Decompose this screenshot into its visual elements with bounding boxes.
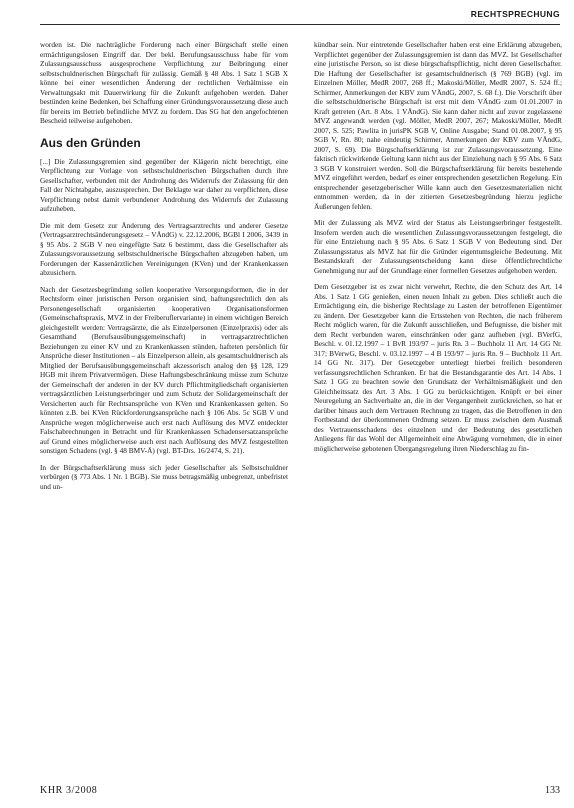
intro-paragraph: worden ist. Die nachträgliche Forderung nach einer Bürgschaft stelle einen ermächtigungslosen Eingriff dar. Der bekl. Berufungsausschuss habe für vom Zulassungsausschuss ausgesprochene Verpflichtung zur Beibringung einer selbstschuldnerischen Bürgschaft für zulässig. Gemäß § 48 Abs. 1 Satz 1 SGB X könne bei einer wesentlichen Änderung der rechtlichen Verhältnisse ein Verwaltungsakt mit Dauerwirkung für die Zukunft aufgehoben werden. Daher bestünden keine Bedenken, bei Schaffung einer Gründungsvoraussetzung diese auch für bereits im Betrieb befindliche MVZ zu fordern. Das SG hat den angefochtenen Bescheid teilweise aufgehoben. bbox=[40, 40, 288, 125]
left-column bbox=[40, 40, 288, 774]
body-paragraph: Mit der Zulassung als MVZ wird der Status als Leistungserbringer festgestellt. Insofern werden auch die wesentlichen Zulassungsvoraussetzungen festgelegt, die für eine Entziehung nach § 95 Abs. 6 Satz 1 SGB V von Bedeutung sind. Der Zulassungsstatus als MVZ hat für die Gründer eigentumsgleiche Bedeutung. Mit Bestandskraft der Zulassungsentscheidung kann diese öffentlichrechtliche Genehmigung nur auf der Grundlage einer formellen Gesetzes aufgehoben werden. bbox=[314, 218, 562, 275]
body-paragraph: In der Bürgschaftserklärung muss sich jeder Gesellschafter als Selbstschuldner verbürgen (§ 773 Abs. 1 Nr. 1 BGB). Sie muss betragsmäßig unbegrenzt, unbefristet und un- bbox=[40, 462, 288, 491]
body-paragraph: Nach der Gesetzesbegründung sollen kooperative Versorgungsformen, die in der Rechtsform einer juristischen Person organisiert sind, haftungsrechtlich den als Personengesellschaft organisierten kooperativen Organisationsformen (Gemeinschaftspraxis, MVZ in der Freiberuflervariante) in einem wichtigen Bereich gleichgestellt werden: Vertragsärzte, die als Einzelpersonen (Einzelpraxis) oder als Gesamthand (Berufsausübungsgemeinschaft) in vertragsarztrechtlichen Beziehungen zu einer KV und zu Krankenkassen stünden, hafteten persönlich für Ansprüche dieser Institutionen – als Einzelperson allein, als gesamtschuldnerisch als Mitglied der Berufsausübungsgemeinschaft akzessorisch analog den §§ 128, 129 HGB mit ihrem Privatvermögen. Diese Haftungsbeschränkung müsse zum Schutze der Gemeinschaft der anderen in der KV durch Pflichtmitgliedschaft organisierten vertragsärztlichen Leistungserbringer und zum Schutz der Solidargemeinschaft der Versicherten auch für Rechtsansprüche von KVen und Krankenkassen gelten. So könnten z.B. bei KVen Rückforderungsansprüche nach § 106 Abs. 5c SGB V und Ansprüche wegen möglicherweise auch erst nach Auflösung des MVZ entdeckter Falschabrechnungen in Betracht und für Krankenkassen Schadensersatzansprüche auf Grund eines möglicherweise auch erst nach Auflösung des MVZ festgestellten sonstigen Schadens (vgl. § 48 BMV-Ä) (vgl. BT-Drs. 16/2474, S. 21). bbox=[40, 284, 288, 455]
body-paragraph: [...] Die Zulassungsgremien sind gegenüber der Klägerin nicht berechtigt, eine Verpflichtung zur Vorlage von selbstschuldnerischen Bürgschaften durch ihre Gesellschafter, verbunden mit der Androhung des Widerrufs der Zulassung für den Fall der Nichtabgabe, auszusprechen. Der Beklagte war daher zu verpflichten, diese Verpflichtung nebst damit verbundener Androhung des Widerrufs der Zulassung aufzuheben. bbox=[40, 156, 288, 213]
section-heading: Aus den Gründen bbox=[40, 135, 141, 150]
header-rule bbox=[40, 24, 560, 25]
body-paragraph: Dem Gesetzgeber ist es zwar nicht verwehrt, Rechte, die den Schutz des Art. 14 Abs. 1 Satz 1 GG genießen, einen neuen Inhalt zu geben. Dies schließt auch die Ermächtigung ein, die bisherige Rechtslage zu Lasten der betroffenen Eigentümer zu ändern. Der Gesetzgeber kann die Ertsstehen von Rechten, die nach früherem Recht möglich waren, für die Zukunft ausschließen, und Befugnisse, die bisher mit dem Recht verbunden waren, einschränken oder ganz aufheben (vgl. BVerfG, Beschl. v. 01.12.1997 – 1 BvR 193/97 – juris Rn. 3 – Buchholz 11 Art. 14 GG Nr. 317; BVerwG, Beschl. v. 03.12.1997 – 4 B 193/97 – juris Rn. 9 – Buchholz 11 Art. 14 GG Nr. 317). Der Gesetzgeber unterliegt hierbei freilich besonderen verfassungsrechtlichen Schranken. Er hat die Bestandsgarantie des Art. 14 Abs. 1 Satz 1 GG zu beachten sowie den Grundsatz der Verhältnismäßigkeit und den Gleichheitssatz des Art. 3 Abs. 1 GG zu berücksichtigen. Knüpft er bei einer Neuregelung an Sachverhalte an, die in der Vergangenheit zurückreichen, so hat er darüber hinaus auch dem Vertrauen Rechnung zu tragen, das die Betroffenen in den Fortbestand der überkommenen Ordnung setzen. Er muss zwischen dem Ausmaß des Vertrauensschadens des einzelnen und der Bedeutung des gesetzlichen Anliegens für das Wohl der Allgemeinheit eine Abwägung vornehmen, die in einer möglicherweise gebotenen Übergangsregelung ihren Niederschlag zu fin- bbox=[314, 282, 562, 453]
page-number: 133 bbox=[545, 785, 560, 796]
body-paragraph: Die mit dem Gesetz zur Änderung des Vertragsarztrechts und anderer Gesetze (Vertragsarztrechtsänderungsgesetz – VÄndG) v. 22.12.2006, BGBl I 2006, 3439 in § 95 Abs. 2 SGB V neu eingefügte Satz 6 bestimmt, dass die Gesellschafter als Zulassungsvoraussetzung selbstschuldnerische Bürgschaften abzugeben haben, um Forderungen der Kassenärztlichen Vereinigungen (KVen) und der Krankenkassen abzusichern. bbox=[40, 220, 288, 277]
body-paragraph: kündbar sein. Nur eintretende Gesellschafter haben erst eine Erklärung abzugeben, Verpflichtet gegenüber der Zulassungsgremien ist dann das MVZ. Ist Gesellschafter eine juristische Person, so ist diese bürgschaftspflichtig, nicht deren Gesellschafter. Die Haftung der Gesellschafter ist gesamtschuldnerisch (§ 769 BGB) (vgl. im Einzelnen Möller, MedR 2007, 268 ff.; Makoski/Möller, MedR 2007, S. 524 ff.; Schirmer, Anmerkungen der KBV zum VÄndG, 2007, S. 68 f.). Die Vorschrift über die selbstschuldnerische Bürgschaft ist erst mit dem VÄndG zum 01.01.2007 in Kraft getreten (Art. 8 Abs. 1 VÄndG). Sie kann daher nicht auf zuvor zugelassene MVZ angewandt werden (vgl. Möller, MedR 2007, 267; Makoski/Möller, MedR 2007, S. 525; Pawlita in jurisPK SGB V, Online Ausgabe; Stand 01.08.2007, § 95 SGB V, Rn. 80; nahe eindeutig Schirmer, Anmerkungen der KBV zum VÄndG, 2007, S. 69). Die Bürgschaftserklärung ist zur Zulassungsvoraussetzung. Eine faktisch rückwirkende Geltung kann nicht aus der Einziehung nach § 95 Abs. 6 Satz 3 SGB V konstruiert werden. Soll die Bürgschaftserklärung für bereits bestehende MVZ eingeführt werden, bedarf es einer entsprechenden gesetzlichen Regelung. Ein entsprechender gesetzgeberischer Wille kann auch den Gesetzesmaterialien nicht entnommen werden, da in der zitierten Gesetzesbegründung hierzu jegliche Äußerungen fehlen. bbox=[314, 40, 562, 211]
right-column bbox=[314, 40, 562, 774]
section-header-label: RECHTSPRECHUNG bbox=[470, 9, 560, 19]
journal-issue: KHR 3/2008 bbox=[40, 785, 98, 796]
